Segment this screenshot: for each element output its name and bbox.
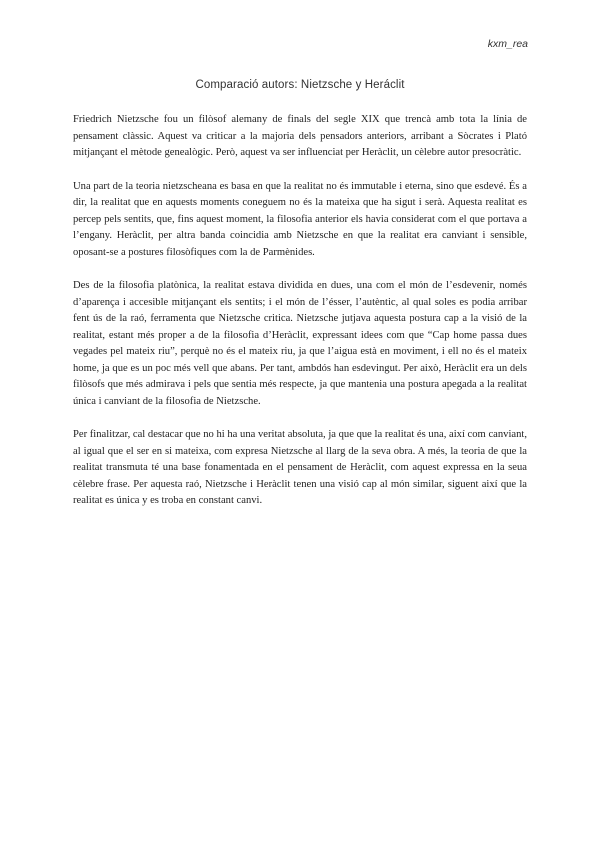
paragraph-1: Friedrich Nietzsche fou un filòsof alemany de finals del segle XIX que trencà amb tota la línia de pensament clàssic. Aquest va criticar a la majoria dels pensadors anteriors, arribant a Sòcrates i Plató mitjançant el mètode genealògic. Però, aquest va ser influenciat per Heràclit, un cèlebre autor presocràtic.	[73, 114, 527, 158]
document-body	[73, 112, 527, 527]
paragraph-2: Una part de la teoria nietzscheana es basa en que la realitat no és immutable i eterna, sino que esdevé. És a dir, la realitat que en aquests moments coneguem no és la mateixa que ha sigut i serà. Aquesta realitat es percep pels sentits, que, fins aquest moment, la filosofia anterior els havia considerat com el que portava a l’engany. Heràclit, per altra banda coincidia amb Nietzsche en que la realitat era canviant i sensible, oposant-se a postures filosòfiques com la de Parmènides.	[73, 180, 527, 258]
paragraph-3: Des de la filosofia platònica, la realitat estava dividida en dues, una com el món de l’esdevenir, només d’aparença i accesible mitjançant els sentits; i el món de l’ésser, l’autèntic, al qual soles es podia arribar fent ús de la raó, ferramenta que Nietzsche critica. Nietzsche jutjava aquesta postura cap a la visió de la realitat, estant més proper a de la filosofia d’Heràclit, expressant idees com que “Cap home passa dues vegades pel mateix riu”, perquè no és el mateix riu, ja que l’aigua està en moviment, i ell no és el mateix home, ja que es un poc més vell que abans. Per tant, ambdós han esdevingut. Per això, Heràclit era un dels filòsofs que més admirava i pels que sentia més respecte, ja que mantenia una postura apegada a la realitat única i canviant de la filosofia de Nietzsche.	[73, 280, 527, 407]
page-title: Comparació autors: Nietzsche y Heráclit	[195, 79, 405, 91]
paragraph-4: Per finalitzar, cal destacar que no hi ha una veritat absoluta, ja que que la realitat és una, així com canviant, al igual que el ser en si mateixa, com expresa Nietzsche al llarg de la seva obra. A més, la teoria de que la realitat transmuta té una base fonamentada en el pensament de Heràclit, com aquest expressa en la seua cèlebre frase. Per aquesta raó, Nietzsche i Heràclit tenen una visió cap al món similar, siguent així que la realitat es única y es troba en constant canvi.	[73, 429, 527, 506]
header-author: kxm_rea	[487, 38, 528, 50]
